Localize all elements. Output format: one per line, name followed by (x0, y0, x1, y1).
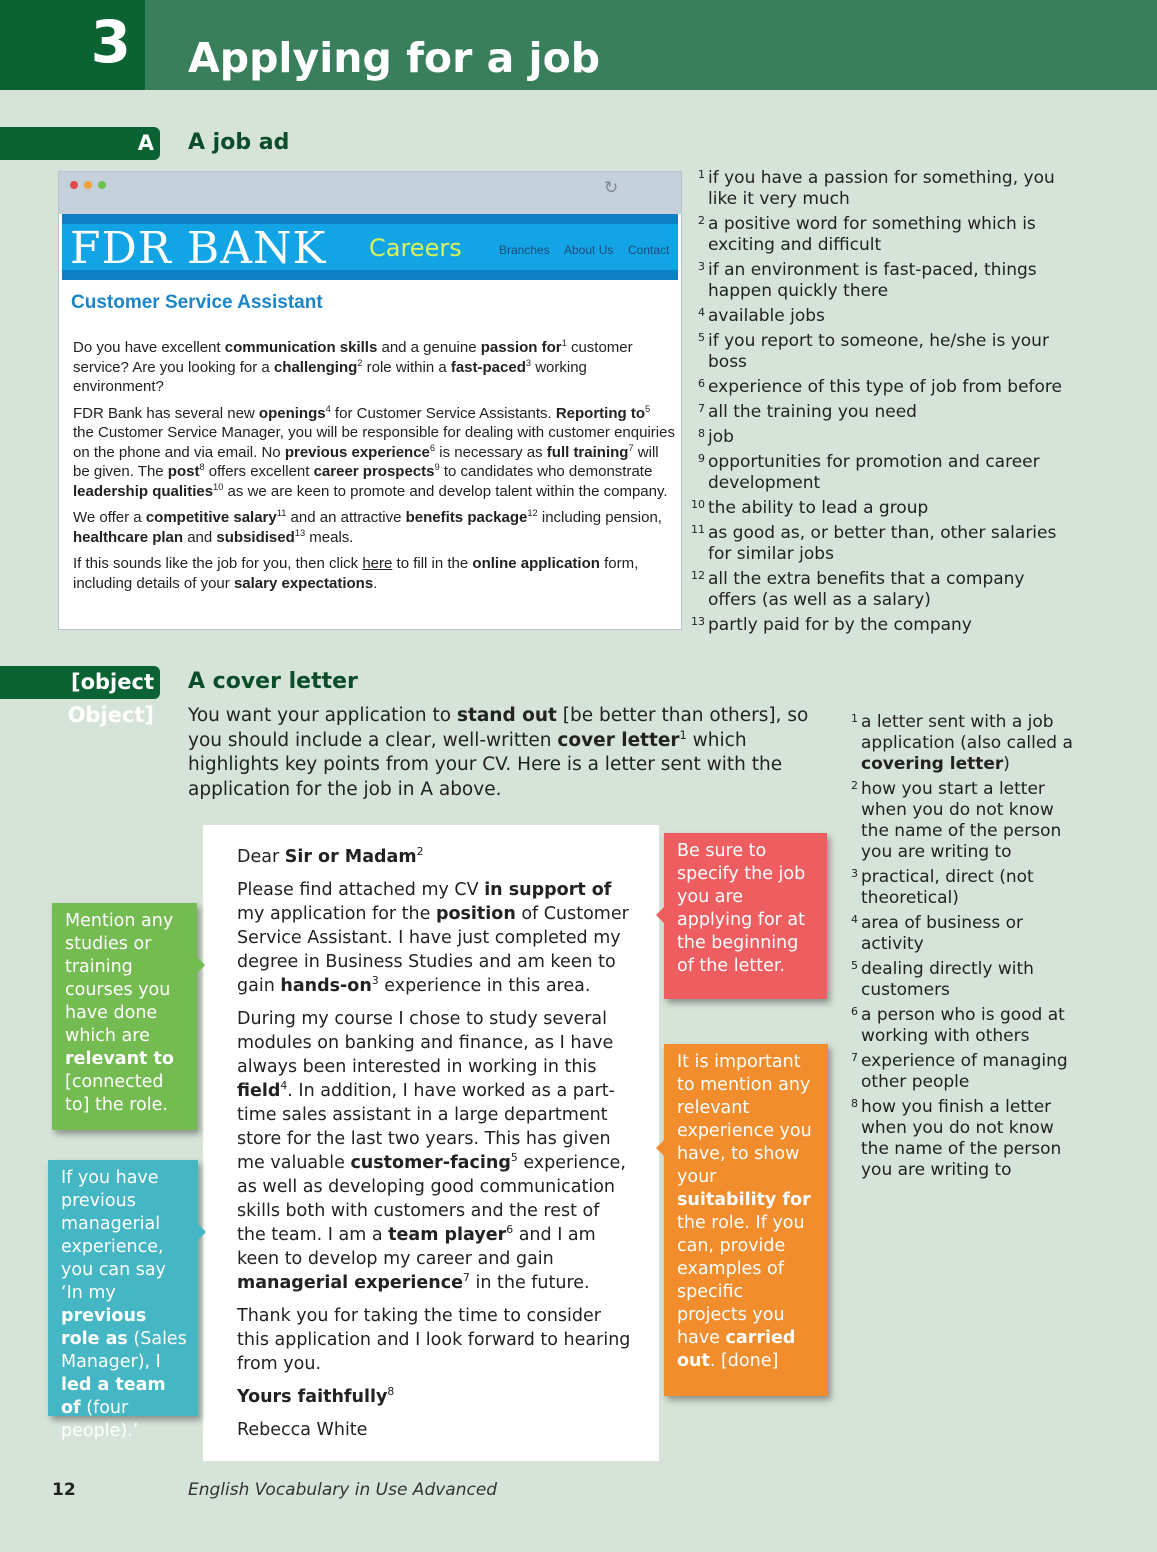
maximize-dot-icon[interactable] (98, 181, 106, 189)
job-ad-paragraph-2: FDR Bank has several new openings$^4$ for Customer Service Assistants. Reporting $to^5$ the Customer Service Manager, you will be responsible for dealing with customer enquiries on the phone and via email. No previous experience$^6$ is necessary as full training$^7$ will be given. The post$^8$ offers excellent career prospects$^9$ to candidates who demonstrate leadership qualities$^{10}$ as we are keen to promote and develop talent within the company. (73, 403, 675, 500)
glossary-item: 13 partly paid for by the company (691, 615, 972, 635)
glossary-item: 4 available jobs (698, 306, 825, 326)
section-b-letter: [object Object] (67, 670, 154, 727)
nav-link-contact[interactable]: Contact (628, 243, 670, 257)
glossary-item: 10 the ability to lead a group (691, 498, 929, 518)
letter-greeting: Dear Sir or Madam$^2$ (237, 845, 424, 867)
job-ad-body (71, 280, 675, 600)
glossary-item: 2 how you start a letter when you do not know the name of the person you are writing to (851, 779, 1062, 862)
glossary-item: 11 as good as, or better than, other salaries for similar jobs (691, 523, 1057, 564)
nav-link-about-us[interactable]: About Us (564, 243, 614, 257)
job-ad-paragraph-3: We offer a competitive salary$^{11}$ and an attractive benefits package$^{12}$ including pension, healthcare plan and subsidised$^{13}$ meals. (73, 508, 662, 546)
glossary-item: 6 experience of this type of job from before (698, 377, 1063, 397)
job-ad-browser-window (58, 171, 682, 630)
glossary-item: 6 a person who is good at working with others (851, 1005, 1065, 1046)
glossary-item: 7 experience of managing other people (851, 1051, 1068, 1092)
glossary-item: 5 dealing directly with customers (851, 959, 1034, 1000)
nav-link-branches[interactable]: Branches (499, 243, 550, 257)
careers-label: Careers (369, 234, 462, 262)
job-ad-paragraph-1: Do you have excellent communication skills and a genuine passion for$^1$ customer service? Are you looking for a challenging$^2$ role within a fast-paced$^3$ working environment? (73, 338, 633, 395)
section-b-title: A cover letter (188, 669, 358, 694)
letter-paragraph-2: During my course I chose to study several modules on banking and finance, as I have always been interested in working in this field$^4$. In addition, I have worked as a part-time sales assistant in a large department store for the last two years. This has given me valuable customer-facing$^5$ experience, as well as developing good communication skills both with customers and the rest of the team. I am a team player$^6$ and I am keen to develop my career and gain managerial experience$^7$ in the future. (237, 1009, 626, 1293)
reload-icon[interactable]: ↻ (604, 178, 619, 198)
callout-arrow-icon (656, 1140, 664, 1156)
apply-here-link[interactable]: here (362, 555, 393, 572)
letter-paragraph-3: Thank you for taking the time to consider this application and I look forward to hearing from you. (237, 1306, 631, 1374)
bank-logo-text[interactable]: FDR BANK (70, 223, 327, 274)
glossary-item: 8 how you finish a letter when you do not know the name of the person you are writing to (851, 1097, 1062, 1180)
section-a-title: A job ad (188, 130, 290, 155)
glossary-item: 1 a letter sent with a job application (also called a covering letter) (851, 712, 1073, 774)
job-ad-title: Customer Service Assistant (71, 292, 323, 313)
glossary-item: 9 opportunities for promotion and career development (698, 452, 1040, 493)
minimize-dot-icon[interactable] (84, 181, 92, 189)
close-dot-icon[interactable] (70, 181, 78, 189)
page-number: 12 (52, 1480, 76, 1500)
page-title: Applying for a job (188, 34, 601, 82)
letter-closing: Yours faithfully$^8$ (237, 1385, 395, 1407)
section-b-tab (0, 666, 160, 727)
glossary-item: 8 job (698, 427, 734, 447)
glossary-item: 12 all the extra benefits that a company offers (as well as a salary) (691, 569, 1025, 610)
section-a-letter: A (137, 131, 154, 155)
cover-letter (203, 825, 659, 1461)
book-title: English Vocabulary in Use Advanced (188, 1480, 498, 1500)
glossary-item: 4 area of business or activity (851, 913, 1023, 954)
glossary-a (690, 168, 1070, 640)
unit-number: 3 (90, 8, 131, 76)
callout-specify-job: Be sure to specify the job you are applying for at the beginning of the letter. (664, 833, 827, 999)
job-ad-paragraph-4: If this sounds like the job for you, then click here to fill in the online application form, including details of your salary expectations. (73, 555, 639, 592)
glossary-b (843, 712, 1083, 1185)
section-a-tab (0, 127, 160, 160)
glossary-item: 5 if you report to someone, he/she is your boss (698, 331, 1049, 372)
letter-signature: Rebecca White (237, 1420, 368, 1440)
browser-chrome (59, 172, 681, 214)
callout-arrow-icon (656, 907, 664, 923)
glossary-item: 7 all the training you need (698, 402, 917, 422)
callout-arrow-icon (198, 1224, 206, 1240)
bank-banner (62, 214, 678, 280)
callout-managerial-experience: If you have previous managerial experience, you can say ‘In my previous role as (Sales Manager), I led a team of (four people).’ (48, 1160, 198, 1416)
callout-relevant-experience: It is important to mention any relevant experience you have, to show your suitability for the role. If you can, provide examples of specific projects you have carried out. [done] (664, 1044, 828, 1396)
glossary-item: 3 if an environment is fast-paced, things happen quickly there (698, 260, 1037, 301)
cover-letter-body (237, 845, 633, 1451)
glossary-item: 3 practical, direct (not theoretical) (851, 867, 1034, 908)
callout-relevant-studies: Mention any studies or training courses you have done which are relevant to [connected to] the role. (52, 903, 197, 1130)
section-b-intro: You want your application to stand out [be better than others], so you should include a clear, well-written cover letter$^1$ which highlights key points from your CV. Here is a letter sent with the application for the job in A above. (188, 705, 809, 800)
glossary-item: 1 if you have a passion for something, you like it very much (698, 168, 1055, 209)
glossary-item: 2 a positive word for something which is exciting and difficult (698, 214, 1036, 255)
callout-arrow-icon (197, 957, 205, 973)
letter-paragraph-1: Please find attached my CV in support of my application for the position of Customer Service Assistant. I have just completed my degree in Business Studies and am keen to gain hands-$on^3$ experience in this area. (237, 880, 629, 996)
